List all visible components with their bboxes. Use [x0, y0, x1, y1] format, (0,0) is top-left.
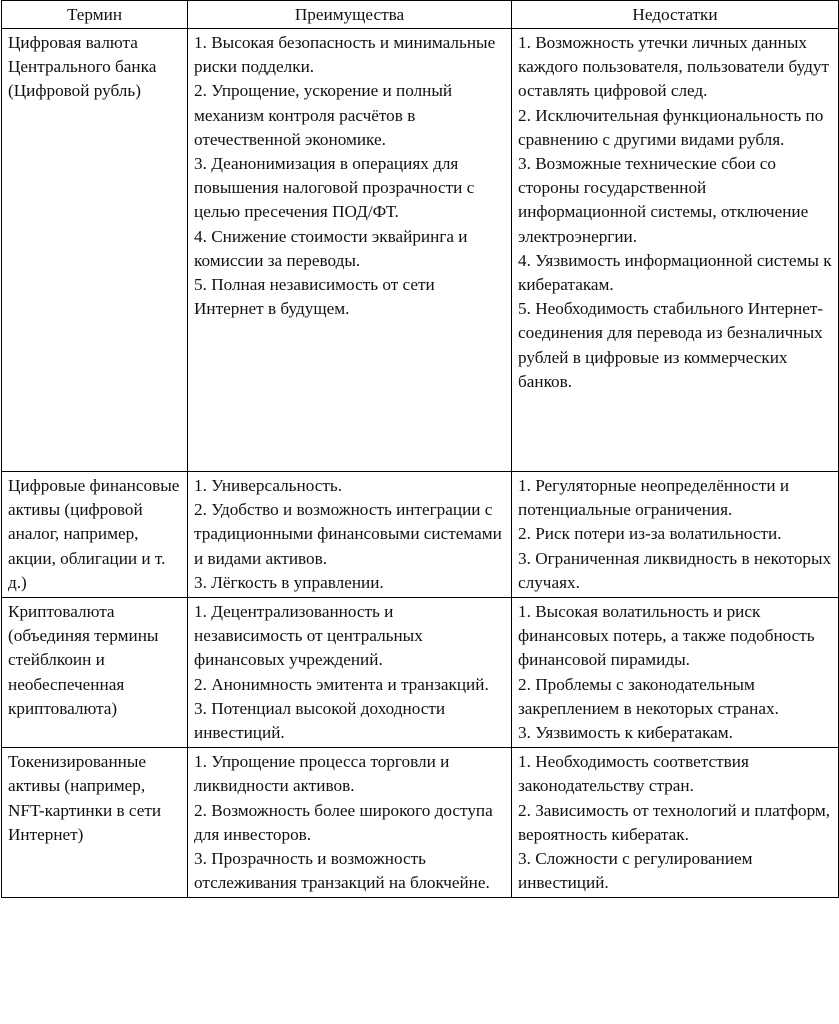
advantages-cell [188, 748, 512, 898]
advantage-item: 5. Полная независимость от сети Интернет в будущем. [194, 275, 435, 319]
advantage-item: 3. Деанонимизация в операциях для повышения налоговой прозрачности с целью пресечения ПОД/ФТ. [194, 154, 475, 222]
disadvantage-item: 2. Риск потери из-за волатильности. [518, 524, 782, 544]
advantages-cell [188, 598, 512, 748]
table-row-digital-financial-assets [2, 472, 839, 598]
advantage-item: 4. Снижение стоимости эквайринга и комиссии за переводы. [194, 226, 468, 270]
header-term: Термин [2, 1, 188, 29]
advantage-item: 2. Упрощение, ускорение и полный механизм контроля расчётов в отечественной экономике. [194, 81, 453, 149]
advantage-item: 3. Прозрачность и возможность отслеживания транзакций на блокчейне. [194, 849, 490, 893]
advantage-item: 2. Анонимность эмитента и транзакций. [194, 674, 489, 694]
table-body [2, 29, 839, 898]
term-text: Цифровая валюта Центрального банка (Цифровой рубль) [8, 33, 157, 101]
disadvantage-item: 4. Уязвимость информационной системы к кибератакам. [518, 250, 832, 295]
disadvantages-cell [512, 29, 839, 472]
advantage-item: 1. Децентрализованность и независимость от центральных финансовых учреждений. [194, 602, 423, 670]
disadvantage-item: 2. Исключительная функциональность по сравнению с другими видами рубля. [518, 105, 824, 149]
disadvantage-item: 1. Высокая волатильность и риск финансовых потерь, а также подобность финансовой пирамиды. [518, 602, 815, 670]
advantage-item: 2. Удобство и возможность интеграции с традиционными финансовыми системами и видами активов. [194, 500, 502, 568]
disadvantage-item: 2. Зависимость от технологий и платформ, вероятность кибератак. [518, 800, 831, 844]
advantage-item: 1. Упрощение процесса торговли и ликвидности активов. [194, 752, 450, 796]
disadvantage-item: 1. Возможность утечки личных данных каждого пользователя, пользователи будут оставлять цифровой след. [518, 33, 829, 101]
term-cell [2, 29, 188, 472]
header-row [2, 1, 839, 29]
disadvantage-item: 3. Возможные технические сбои со стороны государственной информационной системы, отключение электроэнергии. [518, 154, 809, 246]
disadvantage-item: 3. Сложности с регулированием инвестиций. [518, 849, 753, 893]
disadvantages-cell [512, 472, 839, 598]
advantage-item: 1. Универсальность. [194, 476, 343, 495]
disadvantage-item: 1. Необходимость соответствия законодательству стран. [518, 752, 749, 796]
table-row-cryptocurrency [2, 598, 839, 748]
term-text: Цифровые финансовые активы (цифровой аналог, например, акции, облигации и т. д.) [8, 476, 180, 592]
advantage-item: 3. Лёгкость в управлении. [194, 572, 384, 592]
advantage-item: 2. Возможность более широкого доступа для инвесторов. [194, 800, 493, 844]
term-cell [2, 598, 188, 748]
disadvantage-item: 3. Уязвимость к кибератакам. [518, 723, 733, 743]
disadvantage-item: 1. Регуляторные неопределённости и потенциальные ограничения. [518, 476, 790, 520]
disadvantage-item: 3. Ограниченная ликвидность в некоторых случаях. [518, 548, 832, 592]
advantage-item: 3. Потенциал высокой доходности инвестиций. [194, 698, 446, 743]
disadvantages-cell [512, 748, 839, 898]
table-header [2, 1, 839, 29]
advantages-cell [188, 472, 512, 598]
table-row-digital-ruble [2, 29, 839, 472]
advantages-cell [188, 29, 512, 472]
term-text: Токенизированные активы (например, NFT-картинки в сети Интернет) [8, 752, 162, 844]
header-advantages: Преимущества [188, 1, 512, 29]
disadvantages-cell [512, 598, 839, 748]
term-text: Криптовалюта (объединяя термины стейблкоин и необеспеченная криптовалюта) [8, 602, 159, 718]
advantage-item: 1. Высокая безопасность и минимальные риски подделки. [194, 33, 496, 77]
disadvantage-item: 5. Необходимость стабильного Интернет-соединения для перевода из безналичных рублей в цифровые из коммерческих банков. [518, 299, 824, 391]
header-disadvantages: Недостатки [512, 1, 839, 29]
term-cell [2, 472, 188, 598]
disadvantage-item: 2. Проблемы с законодательным закреплением в некоторых странах. [518, 674, 779, 718]
term-cell [2, 748, 188, 898]
comparison-table [1, 0, 839, 898]
table-row-tokenized-assets [2, 748, 839, 898]
